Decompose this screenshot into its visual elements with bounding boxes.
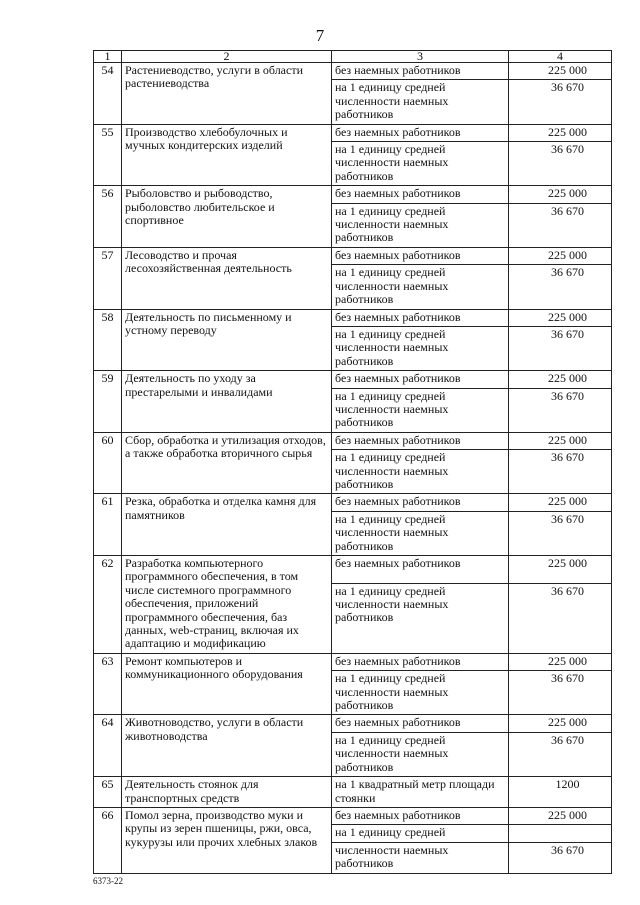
value-cell: 225 000 bbox=[509, 247, 612, 264]
value-cell: 36 670 bbox=[509, 842, 612, 873]
row-number: 61 bbox=[94, 494, 122, 556]
value-cell: 225 000 bbox=[509, 309, 612, 326]
value-cell: 225 000 bbox=[509, 715, 612, 732]
table-row bbox=[94, 186, 612, 203]
row-number: 55 bbox=[94, 124, 122, 186]
basis-cell: на 1 единицу средней численности наемных работников bbox=[332, 142, 509, 186]
activity-name: Ремонт компьютеров и коммуникационного оборудования bbox=[122, 653, 332, 715]
basis-cell: на 1 единицу средней bbox=[332, 825, 509, 842]
activity-name: Сбор, обработка и утилизация отходов, а также обработка вторичного сырья bbox=[122, 432, 332, 494]
value-cell: 36 670 bbox=[509, 326, 612, 370]
column-header: 4 bbox=[509, 51, 612, 63]
activity-name: Рыболовство и рыбоводство, рыболовство любительское и спортивное bbox=[122, 186, 332, 248]
row-number: 58 bbox=[94, 309, 122, 371]
value-cell: 225 000 bbox=[509, 807, 612, 824]
row-number: 56 bbox=[94, 186, 122, 248]
basis-cell: на 1 единицу средней численности наемных работников bbox=[332, 450, 509, 494]
table-row bbox=[94, 807, 612, 824]
table-row bbox=[94, 309, 612, 326]
row-number: 65 bbox=[94, 777, 122, 808]
basis-cell: без наемных работников bbox=[332, 432, 509, 449]
activity-name: Резка, обработка и отделка камня для памятников bbox=[122, 494, 332, 556]
table-row bbox=[94, 247, 612, 264]
value-cell: 36 670 bbox=[509, 671, 612, 715]
table-row bbox=[94, 777, 612, 808]
value-cell: 36 670 bbox=[509, 732, 612, 776]
basis-cell: численности наемных работников bbox=[332, 842, 509, 873]
basis-cell: на 1 единицу средней численности наемных работников bbox=[332, 80, 509, 124]
basis-cell: без наемных работников bbox=[332, 124, 509, 141]
table-header-row bbox=[94, 51, 612, 63]
table-row bbox=[94, 715, 612, 732]
activity-name: Деятельность по уходу за престарелыми и инвалидами bbox=[122, 371, 332, 433]
footer-code: 6373-22 bbox=[93, 876, 123, 886]
activity-name: Деятельность стоянок для транспортных средств bbox=[122, 777, 332, 808]
value-cell: 225 000 bbox=[509, 124, 612, 141]
basis-cell: без наемных работников bbox=[332, 653, 509, 670]
row-number: 63 bbox=[94, 653, 122, 715]
basis-cell: на 1 единицу средней численности наемных работников bbox=[332, 511, 509, 555]
table-row bbox=[94, 556, 612, 584]
activity-name: Животноводство, услуги в области животноводства bbox=[122, 715, 332, 777]
value-cell: 225 000 bbox=[509, 63, 612, 80]
value-cell: 225 000 bbox=[509, 653, 612, 670]
basis-cell: на 1 единицу средней численности наемных работников bbox=[332, 388, 509, 432]
basis-cell: без наемных работников bbox=[332, 247, 509, 264]
basis-cell: без наемных работников bbox=[332, 309, 509, 326]
basis-cell: без наемных работников bbox=[332, 494, 509, 511]
basis-cell: без наемных работников bbox=[332, 186, 509, 203]
basis-cell: без наемных работников bbox=[332, 556, 509, 584]
value-cell: 36 670 bbox=[509, 388, 612, 432]
basis-cell: без наемных работников bbox=[332, 715, 509, 732]
value-cell: 36 670 bbox=[509, 203, 612, 247]
value-cell: 36 670 bbox=[509, 583, 612, 653]
value-cell bbox=[509, 825, 612, 842]
basis-cell: на 1 единицу средней численности наемных работников bbox=[332, 203, 509, 247]
value-cell: 225 000 bbox=[509, 371, 612, 388]
column-header: 3 bbox=[332, 51, 509, 63]
basis-cell: на 1 единицу средней численности наемных работников bbox=[332, 583, 509, 653]
table-row bbox=[94, 494, 612, 511]
basis-cell: без наемных работников bbox=[332, 807, 509, 824]
activity-name: Лесоводство и прочая лесохозяйственная деятельность bbox=[122, 247, 332, 309]
value-cell: 225 000 bbox=[509, 556, 612, 584]
row-number: 54 bbox=[94, 63, 122, 125]
tariff-table bbox=[93, 50, 612, 874]
value-cell: 225 000 bbox=[509, 432, 612, 449]
value-cell: 36 670 bbox=[509, 80, 612, 124]
value-cell: 36 670 bbox=[509, 450, 612, 494]
page-number: 7 bbox=[315, 26, 325, 45]
column-header: 1 bbox=[94, 51, 122, 63]
basis-cell: на 1 единицу средней численности наемных работников bbox=[332, 671, 509, 715]
row-number: 66 bbox=[94, 807, 122, 873]
basis-cell: на 1 единицу средней численности наемных работников bbox=[332, 326, 509, 370]
activity-name: Разработка компьютерного программного обеспечения, в том числе системного программного обеспечения, приложений программного обеспечения, баз данных, web-страниц, включая их адаптацию и модификацию bbox=[122, 556, 332, 654]
value-cell: 36 670 bbox=[509, 265, 612, 309]
value-cell: 1200 bbox=[509, 777, 612, 808]
value-cell: 225 000 bbox=[509, 494, 612, 511]
row-number: 64 bbox=[94, 715, 122, 777]
activity-name: Производство хлебобулочных и мучных кондитерских изделий bbox=[122, 124, 332, 186]
row-number: 59 bbox=[94, 371, 122, 433]
basis-cell: без наемных работников bbox=[332, 371, 509, 388]
table-row bbox=[94, 653, 612, 670]
table-row bbox=[94, 432, 612, 449]
activity-name: Помол зерна, производство муки и крупы из зерен пшеницы, ржи, овса, кукурузы или прочих хлебных злаков bbox=[122, 807, 332, 873]
row-number: 57 bbox=[94, 247, 122, 309]
activity-name: Деятельность по письменному и устному переводу bbox=[122, 309, 332, 371]
basis-cell: без наемных работников bbox=[332, 63, 509, 80]
basis-cell: на 1 единицу средней численности наемных работников bbox=[332, 265, 509, 309]
row-number: 62 bbox=[94, 556, 122, 654]
basis-cell: на 1 квадратный метр площади стоянки bbox=[332, 777, 509, 808]
value-cell: 36 670 bbox=[509, 511, 612, 555]
basis-cell: на 1 единицу средней численности наемных работников bbox=[332, 732, 509, 776]
table-row bbox=[94, 371, 612, 388]
value-cell: 225 000 bbox=[509, 186, 612, 203]
table-row bbox=[94, 124, 612, 141]
value-cell: 36 670 bbox=[509, 142, 612, 186]
column-header: 2 bbox=[122, 51, 332, 63]
activity-name: Растениеводство, услуги в области растениеводства bbox=[122, 63, 332, 125]
table-row bbox=[94, 63, 612, 80]
row-number: 60 bbox=[94, 432, 122, 494]
